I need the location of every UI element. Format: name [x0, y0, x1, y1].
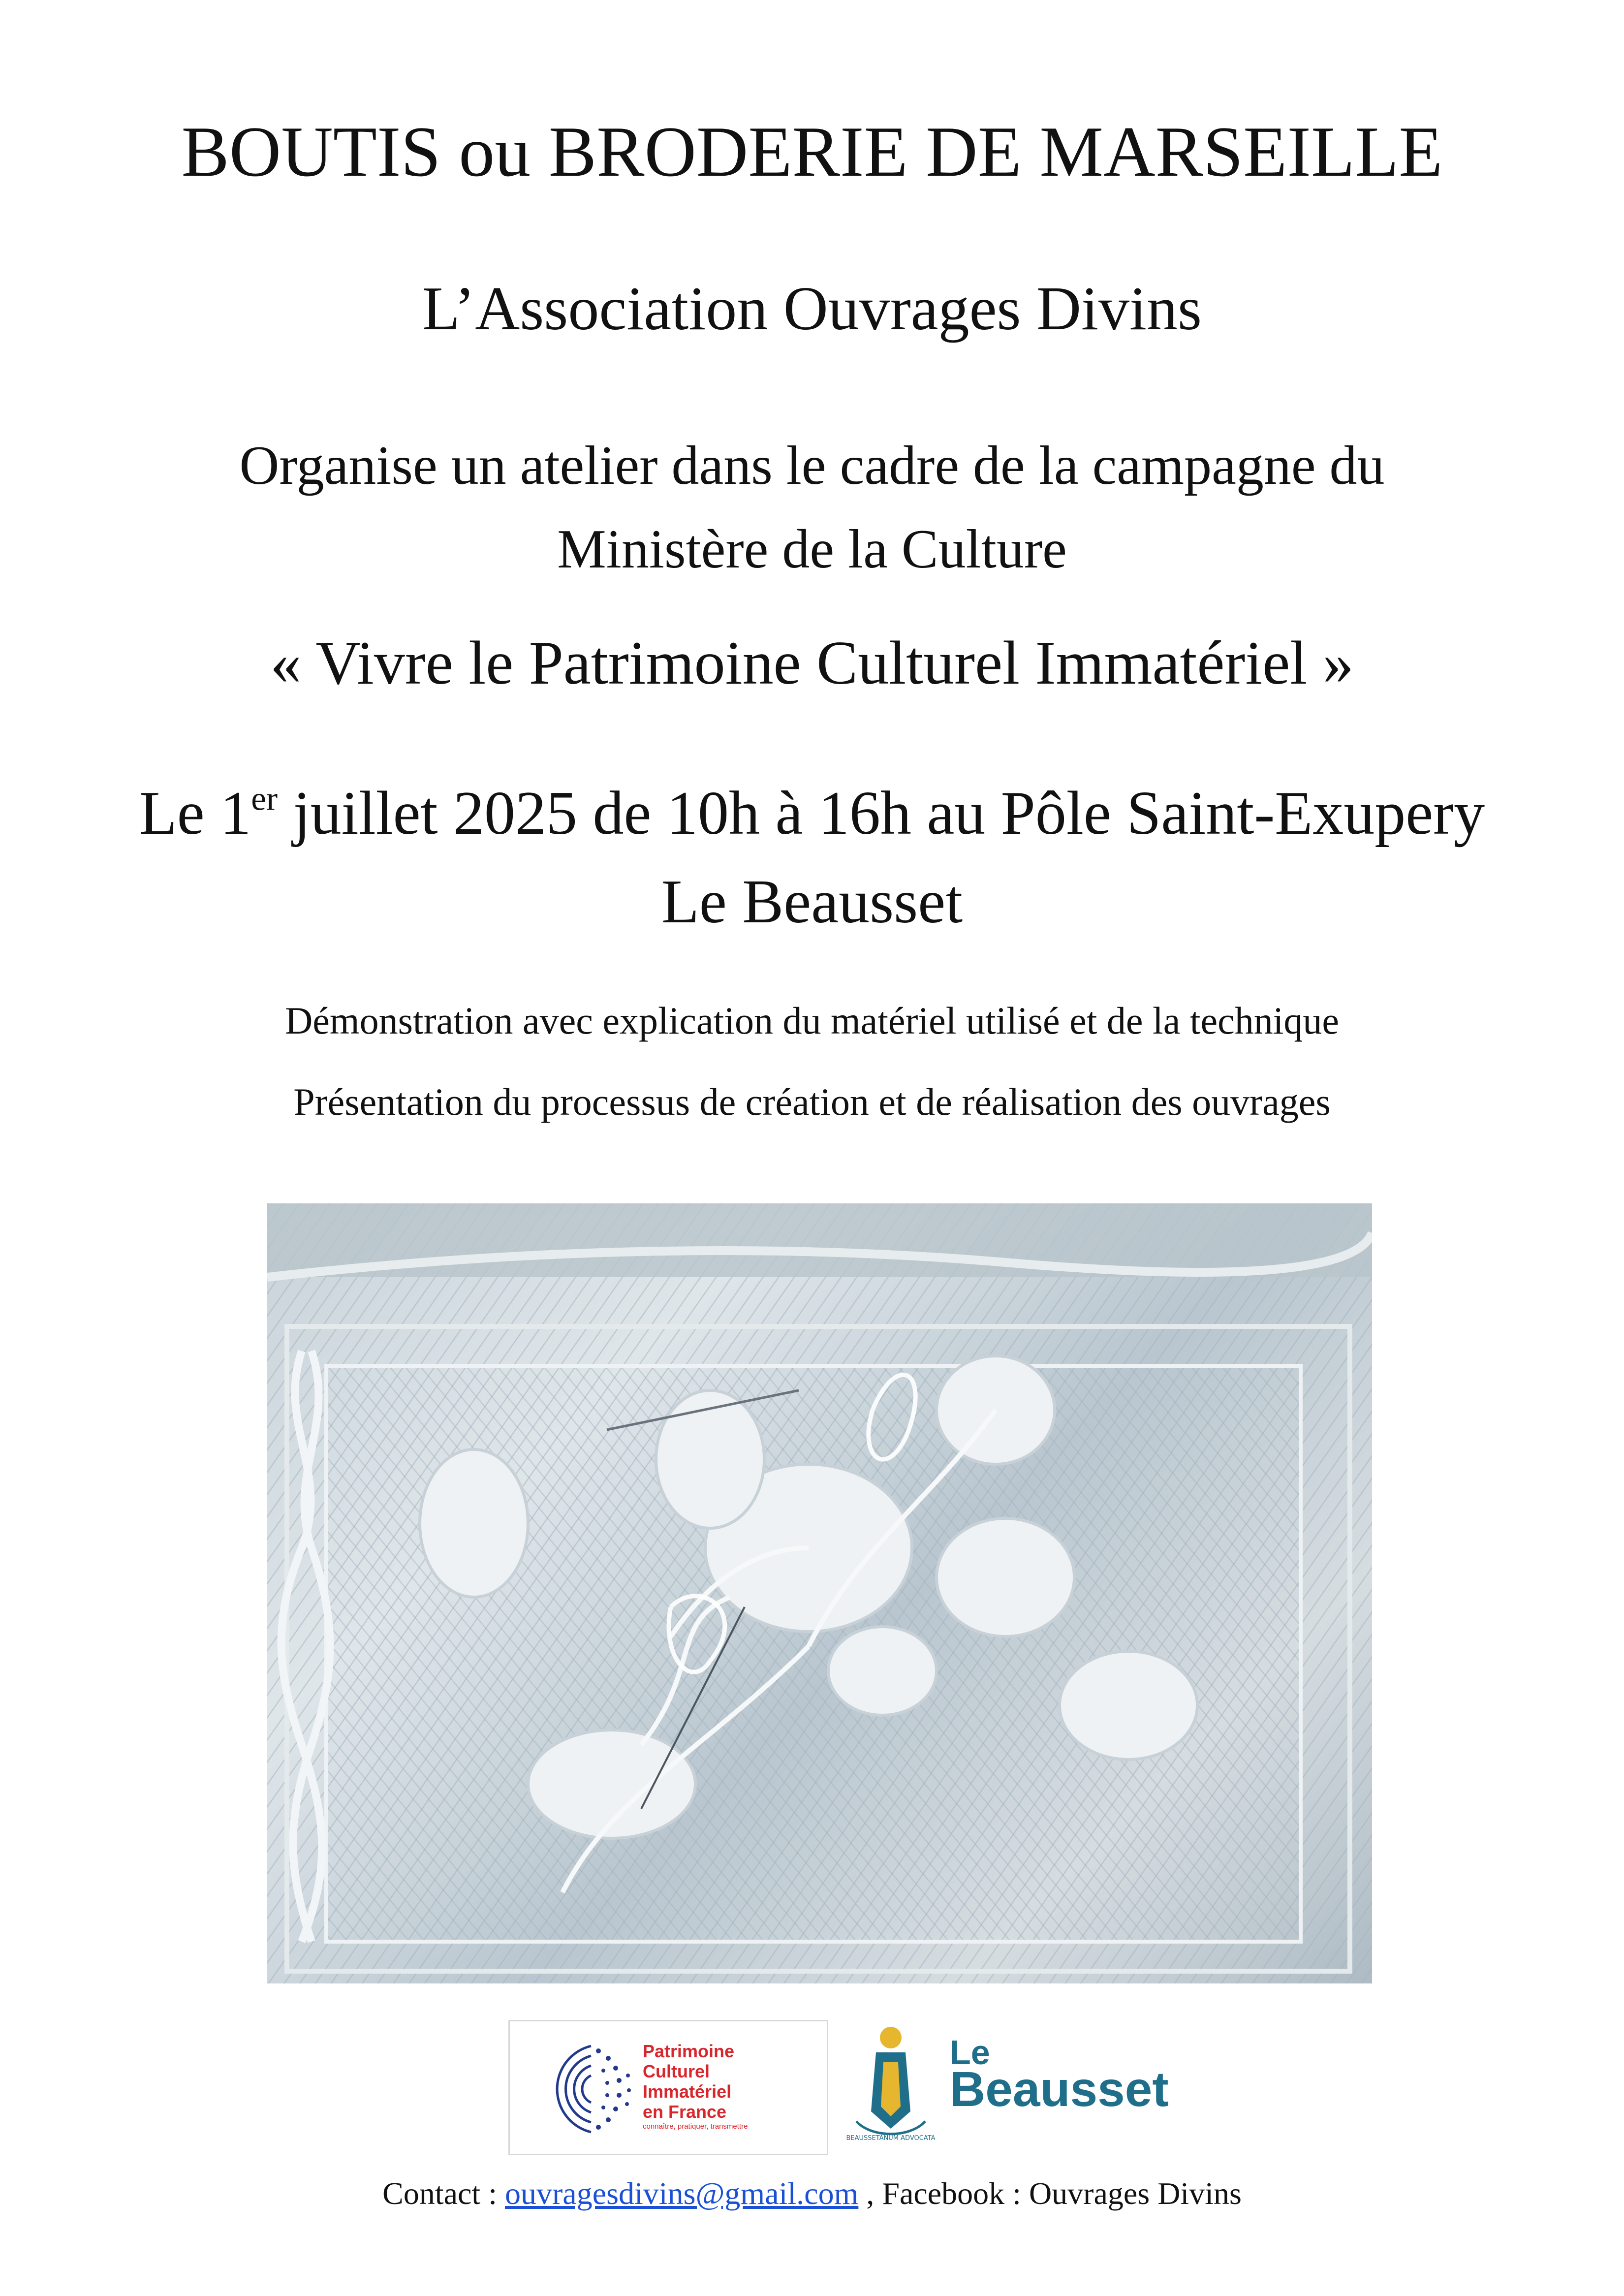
svg-text:BEAUSSETANUM ADVOCATA: BEAUSSETANUM ADVOCATA [846, 2135, 936, 2142]
quilt-pattern [267, 1203, 1372, 1983]
pci-dots-logo [510, 2021, 638, 2157]
embroidered-quilt-photo [267, 1203, 1372, 1983]
contact-line [0, 2178, 1624, 2209]
detail-presentation: Présentation du processus de création et de réalisation des ouvrages [293, 1080, 1331, 1123]
beausset-logo [837, 2023, 1235, 2146]
association-name: L’Association Ouvrages Divins [422, 275, 1202, 343]
pci-logo [508, 2020, 828, 2155]
event-date-ordinal: er [251, 779, 278, 818]
event-date-suffix: juillet 2025 de 10h à 16h au Pôle Saint-Exupery [278, 779, 1485, 848]
contact-label: Contact : [382, 2176, 505, 2211]
pci-logo-tagline: connaître, pratiquer, transmettre [643, 2122, 748, 2131]
campaign-title: « Vivre le Patrimoine Culturel Immatériel » [270, 629, 1354, 697]
beausset-logo-name: Beausset [950, 2062, 1169, 2117]
event-place: Le Beausset [661, 868, 963, 936]
intro-line-1: Organise un atelier dans le cadre de la campagne du [239, 435, 1385, 496]
beausset-crest-icon [837, 2023, 945, 2146]
intro-line-2: Ministère de la Culture [557, 519, 1067, 580]
poster-title: BOUTIS ou BRODERIE DE MARSEILLE [181, 112, 1443, 191]
contact-email-link[interactable]: ouvragesdivins@gmail.com [504, 2176, 859, 2211]
pci-logo-text: Patrimoine Culturel Immatériel en France [643, 2041, 735, 2122]
detail-demonstration: Démonstration avec explication du matériel utilisé et de la technique [284, 999, 1340, 1042]
contact-facebook: , Facebook : Ouvrages Divins [858, 2176, 1242, 2211]
event-date-prefix: Le 1 [139, 779, 251, 848]
event-date-line [0, 779, 1624, 848]
beausset-logo-le: Le [950, 2033, 990, 2072]
